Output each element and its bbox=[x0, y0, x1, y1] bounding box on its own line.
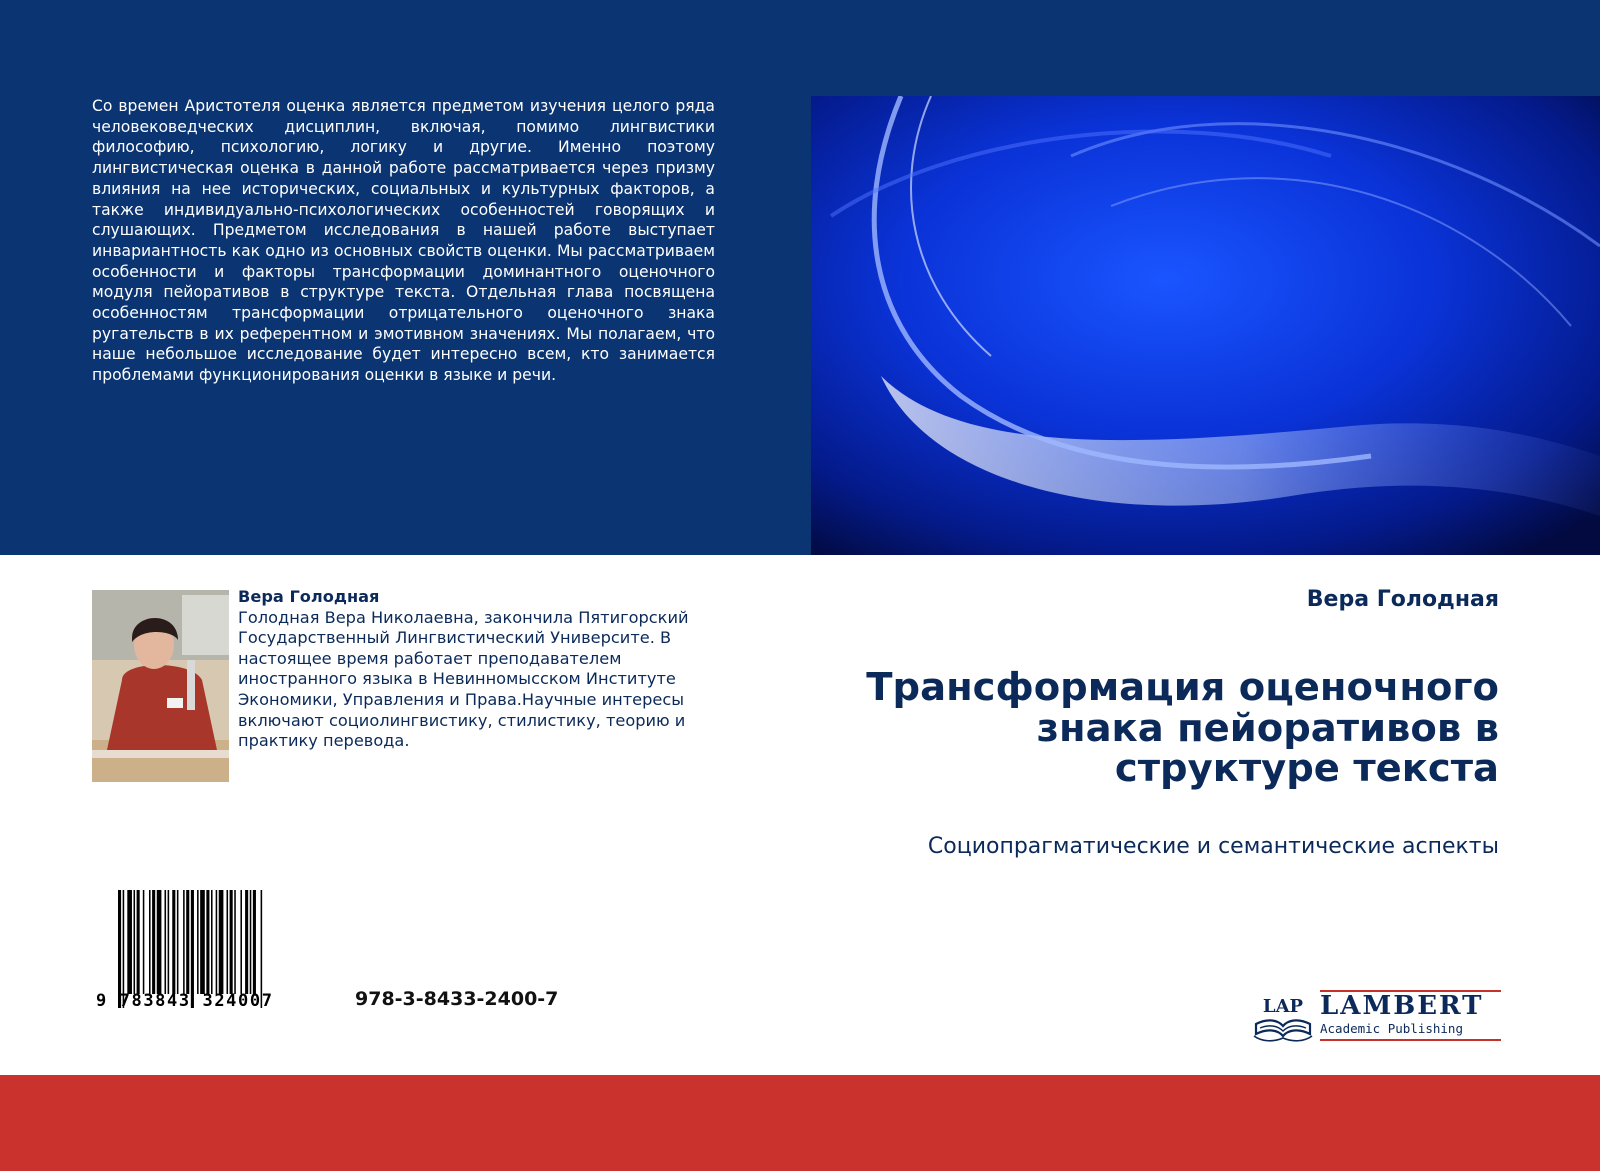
front-cover-author: Вера Голодная bbox=[1306, 587, 1499, 612]
publisher-rule-bottom bbox=[1320, 1039, 1501, 1041]
book-title: Трансформация оценочного знака пейоративов в структуре текста bbox=[866, 665, 1499, 791]
isbn-number: 978-3-8433-2400-7 bbox=[355, 988, 559, 1010]
publisher-name: LAMBERT bbox=[1320, 991, 1484, 1021]
publisher-logo bbox=[1250, 988, 1505, 1044]
barcode-digits: 9 783843 324007 bbox=[96, 991, 274, 1011]
back-cover-blurb: Со времен Аристотеля оценка является предметом изучения целого ряда человековедческих дисциплин, включая, помимо лингвистики философию, психологию, логику и другие. Именно поэтому лингвистическая оценка в данной работе рассматривается через призму влияния на нее исторических, социальных и культурных факторов, а также индивидуально-психологических особенностей говорящих и слушающих. Предметом исследования в нашей работе выступает инвариантность как одно из основных свойств оценки. Мы рассматриваем особенности и факторы трансформации доминантного оценочного модуля пейоративов в структуре текста. Отдельная глава посвящена особенностям трансформации отрицательного оценочного знака ругательств в их референтном и эмотивном значениях. Мы полагаем, что наше небольшое исследование будет интересно всем, кто занимается проблемами функционирования оценки в языке и речи. bbox=[92, 97, 715, 385]
author-bio-text: Голодная Вера Николаевна, закончила Пятигорский Государственный Лингвистический Университе. В настоящее время работает преподавателем иностранного языка в Невинномысском Институте Экономики, Управления и Права.Научные интересы включают социолингвистику, стилистику, теорию и практику перевода. bbox=[238, 607, 689, 751]
bottom-red-band bbox=[0, 1075, 1600, 1171]
cover-art-image bbox=[811, 96, 1600, 555]
publisher-mark-text: LAP bbox=[1262, 996, 1304, 1017]
author-bio-name: Вера Голодная bbox=[238, 587, 380, 606]
publisher-tagline: Academic Publishing bbox=[1320, 1021, 1463, 1036]
book-subtitle: Социопрагматические и семантические аспекты bbox=[927, 834, 1499, 859]
author-photo bbox=[92, 590, 229, 782]
open-book-icon bbox=[1250, 988, 1316, 1044]
author-bio bbox=[238, 587, 698, 752]
